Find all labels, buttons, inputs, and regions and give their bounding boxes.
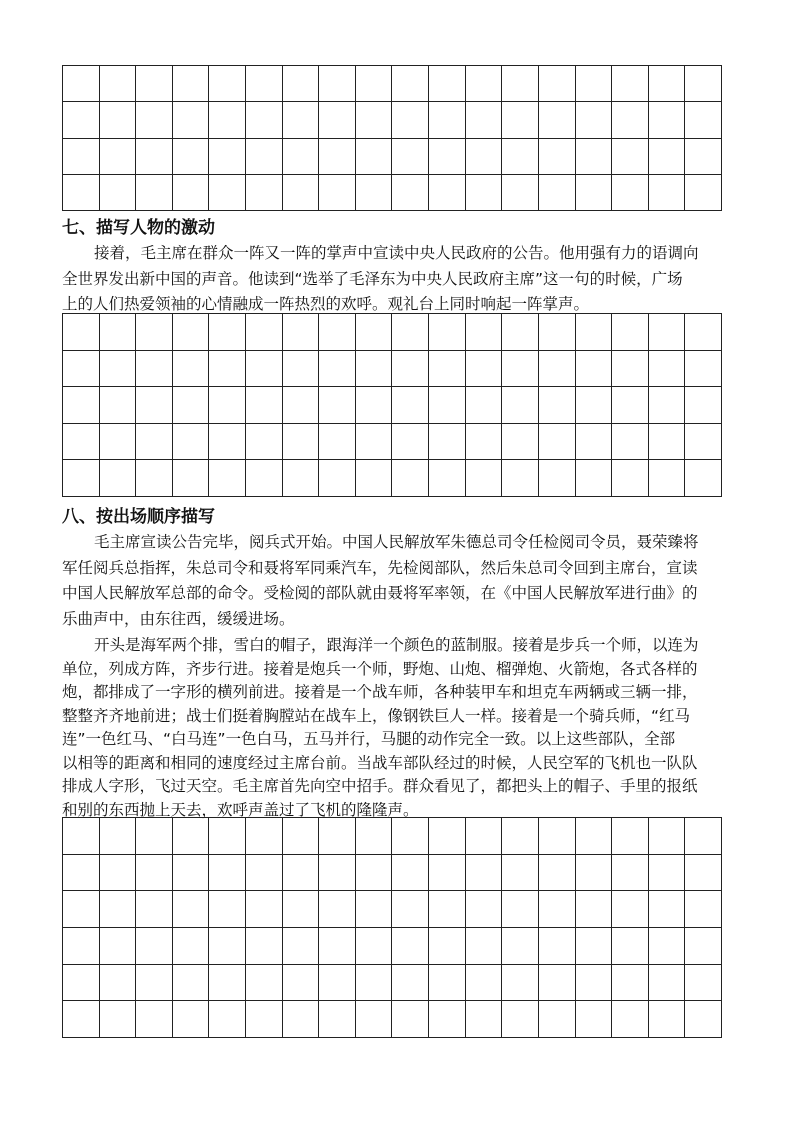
grid-cell[interactable] [209,139,246,175]
grid-cell[interactable] [685,928,722,965]
grid-cell[interactable] [429,891,466,928]
grid-cell[interactable] [502,424,539,461]
grid-cell[interactable] [100,965,137,1002]
grid-cell[interactable] [685,66,722,102]
grid-cell[interactable] [100,928,137,965]
grid-cell[interactable] [319,818,356,855]
grid-cell[interactable] [136,66,173,102]
grid-cell[interactable] [100,351,137,388]
grid-cell[interactable] [63,66,100,102]
grid-cell[interactable] [246,66,283,102]
grid-cell[interactable] [466,928,503,965]
grid-cell[interactable] [136,1001,173,1038]
grid-cell[interactable] [319,66,356,102]
grid-cell[interactable] [209,351,246,388]
grid-cell[interactable] [173,102,210,138]
grid-cell[interactable] [649,175,686,211]
grid-cell[interactable] [173,460,210,497]
grid-cell[interactable] [612,855,649,892]
text-line: 全世界发出新中国的声音。他读到“选举了毛泽东为中央人民政府主席”这一句的时候，广场 [62,269,683,288]
grid-cell[interactable] [356,314,393,351]
section-8-paragraph-1 [62,530,734,632]
grid-cell[interactable] [173,965,210,1002]
grid-cell[interactable] [209,175,246,211]
grid-cell[interactable] [502,460,539,497]
grid-cell[interactable] [466,1001,503,1038]
grid-cell[interactable] [173,424,210,461]
grid-cell[interactable] [576,351,613,388]
grid-cell[interactable] [649,460,686,497]
grid-cell[interactable] [63,351,100,388]
grid-cell[interactable] [246,891,283,928]
grid-cell[interactable] [173,139,210,175]
grid-cell[interactable] [612,139,649,175]
grid-cell[interactable] [100,139,137,175]
grid-cell[interactable] [319,351,356,388]
text-line: 排成人字形，飞过天空。毛主席首先向空中招手。群众看见了，都把头上的帽子、手里的报纸 [62,777,698,795]
grid-cell[interactable] [246,351,283,388]
grid-cell[interactable] [63,460,100,497]
grid-cell[interactable] [612,1001,649,1038]
grid-cell[interactable] [685,818,722,855]
grid-cell[interactable] [136,314,173,351]
grid-cell[interactable] [319,1001,356,1038]
grid-cell[interactable] [576,1001,613,1038]
grid-cell[interactable] [576,424,613,461]
grid-cell[interactable] [246,965,283,1002]
grid-cell[interactable] [356,855,393,892]
grid-cell[interactable] [283,1001,320,1038]
grid-cell[interactable] [136,351,173,388]
grid-cell[interactable] [576,891,613,928]
grid-cell[interactable] [392,1001,429,1038]
section-8-paragraph-2 [62,634,734,822]
grid-cell[interactable] [392,351,429,388]
grid-cell[interactable] [539,928,576,965]
writing-grid-2[interactable] [62,313,722,497]
grid-cell[interactable] [576,102,613,138]
grid-cell[interactable] [539,891,576,928]
grid-cell[interactable] [283,818,320,855]
grid-cell[interactable] [612,460,649,497]
grid-cell[interactable] [136,175,173,211]
grid-cell[interactable] [283,66,320,102]
grid-cell[interactable] [685,139,722,175]
grid-cell[interactable] [63,175,100,211]
grid-cell[interactable] [209,102,246,138]
grid-cell[interactable] [576,314,613,351]
grid-cell[interactable] [100,424,137,461]
grid-cell[interactable] [63,424,100,461]
grid-cell[interactable] [466,102,503,138]
grid-cell[interactable] [100,66,137,102]
grid-cell[interactable] [100,460,137,497]
grid-cell[interactable] [356,102,393,138]
grid-cell[interactable] [576,818,613,855]
grid-cell[interactable] [319,387,356,424]
grid-cell[interactable] [502,965,539,1002]
text-line: 军任阅兵总指挥，朱总司令和聂将军同乘汽车，先检阅部队，然后朱总司令回到主席台，宣读 [62,558,698,577]
grid-cell[interactable] [502,139,539,175]
grid-cell[interactable] [283,891,320,928]
grid-cell[interactable] [136,891,173,928]
grid-cell[interactable] [539,1001,576,1038]
grid-cell[interactable] [63,818,100,855]
grid-cell[interactable] [283,855,320,892]
grid-cell[interactable] [429,965,466,1002]
text-line: 炮，都排成了一字形的横列前进。接着是一个战车师，各种装甲车和坦克车两辆或三辆一排， [62,683,698,701]
grid-cell[interactable] [209,424,246,461]
grid-cell[interactable] [429,175,466,211]
grid-cell[interactable] [539,855,576,892]
grid-cell[interactable] [100,175,137,211]
grid-cell[interactable] [429,818,466,855]
grid-cell[interactable] [502,1001,539,1038]
grid-cell[interactable] [612,387,649,424]
grid-cell[interactable] [136,424,173,461]
grid-cell[interactable] [356,66,393,102]
grid-cell[interactable] [649,139,686,175]
grid-cell[interactable] [173,387,210,424]
text-line: 开头是海军两个排，雪白的帽子，跟海洋一个颜色的蓝制服。接着是步兵一个师，以连为 [94,636,699,654]
grid-cell[interactable] [319,460,356,497]
grid-cell[interactable] [136,818,173,855]
grid-cell[interactable] [173,855,210,892]
grid-cell[interactable] [136,139,173,175]
grid-cell[interactable] [209,387,246,424]
grid-cell[interactable] [539,460,576,497]
grid-cell[interactable] [502,314,539,351]
grid-cell[interactable] [502,855,539,892]
grid-cell[interactable] [356,175,393,211]
grid-cell[interactable] [209,965,246,1002]
text-line: 单位，列成方阵，齐步行进。接着是炮兵一个师，野炮、山炮、榴弹炮、火箭炮，各式各样的 [62,659,698,678]
grid-cell[interactable] [392,891,429,928]
grid-cell[interactable] [429,460,466,497]
grid-cell[interactable] [392,102,429,138]
grid-cell[interactable] [539,351,576,388]
grid-cell[interactable] [649,424,686,461]
grid-cell[interactable] [246,818,283,855]
grid-cell[interactable] [429,102,466,138]
grid-cell[interactable] [466,965,503,1002]
grid-cell[interactable] [283,175,320,211]
grid-cell[interactable] [612,891,649,928]
grid-cell[interactable] [319,855,356,892]
grid-cell[interactable] [539,314,576,351]
grid-cell[interactable] [612,424,649,461]
grid-cell[interactable] [63,965,100,1002]
grid-cell[interactable] [136,387,173,424]
grid-cell[interactable] [502,891,539,928]
grid-cell[interactable] [466,175,503,211]
grid-cell[interactable] [392,387,429,424]
grid-cell[interactable] [649,351,686,388]
grid-cell[interactable] [685,102,722,138]
grid-cell[interactable] [612,928,649,965]
grid-cell[interactable] [283,351,320,388]
grid-cell[interactable] [209,928,246,965]
grid-cell[interactable] [246,460,283,497]
grid-cell[interactable] [649,928,686,965]
text-line: 整整齐齐地前进；战士们挺着胸膛站在战车上，像钢铁巨人一样。接着是一个骑兵师，“红马 [62,706,691,725]
grid-cell[interactable] [246,1001,283,1038]
grid-cell[interactable] [392,139,429,175]
grid-cell[interactable] [173,1001,210,1038]
grid-cell[interactable] [685,175,722,211]
grid-cell[interactable] [319,965,356,1002]
grid-cell[interactable] [649,1001,686,1038]
grid-cell[interactable] [356,460,393,497]
grid-cell[interactable] [100,818,137,855]
grid-cell[interactable] [283,102,320,138]
grid-cell[interactable] [356,818,393,855]
grid-cell[interactable] [136,855,173,892]
grid-cell[interactable] [283,139,320,175]
grid-cell[interactable] [502,351,539,388]
grid-cell[interactable] [283,928,320,965]
grid-cell[interactable] [429,139,466,175]
grid-cell[interactable] [392,314,429,351]
grid-cell[interactable] [502,175,539,211]
grid-cell[interactable] [246,855,283,892]
grid-cell[interactable] [685,424,722,461]
grid-cell[interactable] [466,387,503,424]
writing-grid-3[interactable] [62,817,722,1038]
writing-grid-1[interactable] [62,65,722,211]
grid-cell[interactable] [246,139,283,175]
grid-cell[interactable] [283,387,320,424]
grid-cell[interactable] [63,387,100,424]
grid-cell[interactable] [356,424,393,461]
text-line: 和别的东西抛上天去，欢呼声盖过了飞机的隆隆声。 [62,800,419,819]
grid-cell[interactable] [319,424,356,461]
grid-cell[interactable] [539,965,576,1002]
grid-cell[interactable] [429,424,466,461]
grid-cell[interactable] [649,314,686,351]
grid-cell[interactable] [539,102,576,138]
grid-cell[interactable] [319,314,356,351]
grid-cell[interactable] [100,891,137,928]
section-7-paragraph [62,241,734,318]
grid-cell[interactable] [356,387,393,424]
grid-cell[interactable] [319,928,356,965]
grid-cell[interactable] [246,102,283,138]
grid-cell[interactable] [100,102,137,138]
text-line: 以相等的距离和相同的速度经过主席台前。当战车部队经过的时候，人民空军的飞机也一队队 [62,753,698,772]
grid-cell[interactable] [576,139,613,175]
grid-cell[interactable] [466,891,503,928]
section-8-heading: 八、按出场顺序描写 [62,507,215,527]
grid-cell[interactable] [136,460,173,497]
grid-cell[interactable] [392,855,429,892]
grid-cell[interactable] [429,351,466,388]
grid-cell[interactable] [429,1001,466,1038]
grid-cell[interactable] [136,102,173,138]
grid-cell[interactable] [392,66,429,102]
grid-cell[interactable] [209,66,246,102]
grid-cell[interactable] [100,387,137,424]
grid-cell[interactable] [649,855,686,892]
grid-cell[interactable] [209,1001,246,1038]
text-line: 乐曲声中，由东往西，缓缓进场。 [62,609,295,628]
grid-cell[interactable] [283,424,320,461]
grid-cell[interactable] [539,139,576,175]
grid-cell[interactable] [466,66,503,102]
grid-cell[interactable] [685,314,722,351]
grid-cell[interactable] [466,139,503,175]
grid-cell[interactable] [392,965,429,1002]
grid-cell[interactable] [246,424,283,461]
grid-cell[interactable] [209,818,246,855]
text-line: 中国人民解放军总部的命令。受检阅的部队就由聂将军率领，在《中国人民解放军进行曲》的 [62,584,698,602]
grid-cell[interactable] [319,102,356,138]
text-line: 接着，毛主席在群众一阵又一阵的掌声中宣读中央人民政府的公告。他用强有力的语调向 [94,244,699,262]
grid-cell[interactable] [649,818,686,855]
grid-cell[interactable] [429,855,466,892]
grid-cell[interactable] [246,928,283,965]
grid-cell[interactable] [612,314,649,351]
grid-cell[interactable] [429,66,466,102]
grid-cell[interactable] [392,175,429,211]
grid-cell[interactable] [173,891,210,928]
grid-cell[interactable] [466,424,503,461]
grid-cell[interactable] [283,314,320,351]
grid-cell[interactable] [649,66,686,102]
grid-cell[interactable] [612,351,649,388]
text-line: 连”一色红马、“白马连”一色白马，五马并行，马腿的动作完全一致。以上这些部队，全部 [62,730,676,748]
grid-cell[interactable] [649,102,686,138]
text-line: 上的人们热爱领袖的心情融成一阵热烈的欢呼。观礼台上同时响起一阵掌声。 [62,295,590,313]
grid-cell[interactable] [63,139,100,175]
grid-cell[interactable] [429,928,466,965]
grid-cell[interactable] [502,818,539,855]
grid-cell[interactable] [209,891,246,928]
grid-cell[interactable] [100,855,137,892]
grid-cell[interactable] [576,460,613,497]
grid-cell[interactable] [173,66,210,102]
grid-cell[interactable] [429,387,466,424]
grid-cell[interactable] [612,818,649,855]
grid-cell[interactable] [576,928,613,965]
grid-cell[interactable] [173,351,210,388]
grid-cell[interactable] [612,965,649,1002]
section-7-heading: 七、描写人物的激动 [62,218,215,238]
grid-cell[interactable] [685,855,722,892]
grid-cell[interactable] [63,928,100,965]
grid-cell[interactable] [173,175,210,211]
grid-cell[interactable] [576,965,613,1002]
grid-cell[interactable] [246,387,283,424]
grid-cell[interactable] [100,314,137,351]
grid-cell[interactable] [63,314,100,351]
grid-cell[interactable] [649,891,686,928]
grid-cell[interactable] [100,1001,137,1038]
grid-cell[interactable] [392,460,429,497]
grid-cell[interactable] [356,1001,393,1038]
grid-cell[interactable] [392,818,429,855]
grid-cell[interactable] [685,1001,722,1038]
grid-cell[interactable] [63,855,100,892]
grid-cell[interactable] [685,387,722,424]
grid-cell[interactable] [356,891,393,928]
grid-cell[interactable] [173,314,210,351]
grid-cell[interactable] [319,891,356,928]
grid-cell[interactable] [392,928,429,965]
grid-cell[interactable] [209,855,246,892]
grid-cell[interactable] [136,965,173,1002]
grid-cell[interactable] [246,175,283,211]
grid-cell[interactable] [685,891,722,928]
grid-cell[interactable] [466,460,503,497]
grid-cell[interactable] [576,855,613,892]
grid-cell[interactable] [502,387,539,424]
grid-cell[interactable] [502,66,539,102]
grid-cell[interactable] [173,818,210,855]
grid-cell[interactable] [649,387,686,424]
grid-cell[interactable] [63,1001,100,1038]
grid-cell[interactable] [576,387,613,424]
grid-cell[interactable] [356,928,393,965]
grid-cell[interactable] [502,928,539,965]
grid-cell[interactable] [246,314,283,351]
grid-cell[interactable] [136,928,173,965]
grid-cell[interactable] [63,891,100,928]
grid-cell[interactable] [466,855,503,892]
grid-cell[interactable] [466,818,503,855]
grid-cell[interactable] [283,460,320,497]
grid-cell[interactable] [429,314,466,351]
grid-cell[interactable] [685,460,722,497]
grid-cell[interactable] [576,66,613,102]
grid-cell[interactable] [539,818,576,855]
grid-cell[interactable] [539,387,576,424]
grid-cell[interactable] [502,102,539,138]
grid-cell[interactable] [466,351,503,388]
grid-cell[interactable] [356,351,393,388]
grid-cell[interactable] [209,460,246,497]
grid-cell[interactable] [283,965,320,1002]
grid-cell[interactable] [576,175,613,211]
grid-cell[interactable] [173,928,210,965]
grid-cell[interactable] [356,965,393,1002]
grid-cell[interactable] [319,175,356,211]
grid-cell[interactable] [612,175,649,211]
grid-cell[interactable] [649,965,686,1002]
grid-cell[interactable] [539,424,576,461]
grid-cell[interactable] [209,314,246,351]
grid-cell[interactable] [539,175,576,211]
grid-cell[interactable] [356,139,393,175]
grid-cell[interactable] [466,314,503,351]
grid-cell[interactable] [685,965,722,1002]
grid-cell[interactable] [319,139,356,175]
grid-cell[interactable] [392,424,429,461]
grid-cell[interactable] [63,102,100,138]
grid-cell[interactable] [685,351,722,388]
grid-cell[interactable] [612,66,649,102]
grid-cell[interactable] [539,66,576,102]
grid-cell[interactable] [612,102,649,138]
text-line: 毛主席宣读公告完毕，阅兵式开始。中国人民解放军朱德总司令任检阅司令员，聂荣臻将 [94,533,699,551]
